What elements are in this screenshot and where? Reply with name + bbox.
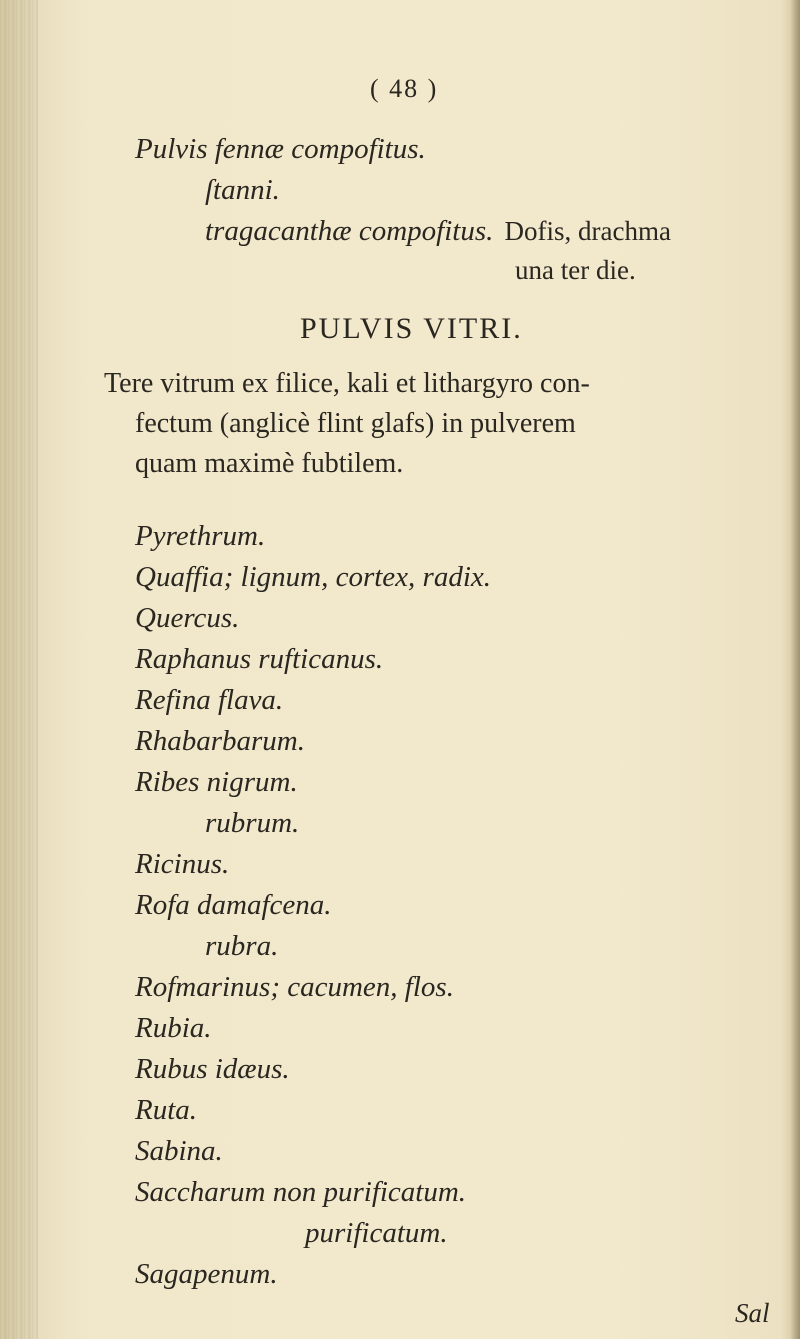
- entry-dosis-continued: una ter die.: [515, 255, 636, 285]
- list-item: Ruta.: [135, 1094, 198, 1126]
- list-item: Saccharum non purificatum.: [135, 1176, 467, 1208]
- list-item: Sabina.: [135, 1135, 223, 1167]
- list-item: Raphanus rufticanus.: [135, 643, 384, 675]
- list-item: Quercus.: [135, 602, 240, 634]
- list-item: Refina flava.: [135, 684, 284, 716]
- paragraph-line-3: quam maximè fubtilem.: [135, 448, 404, 479]
- paragraph-line-1: Tere vitrum ex filice, kali et lithargyro con-: [104, 368, 590, 399]
- page-number: ( 48 ): [370, 74, 439, 103]
- entry-pulvis-sennae: Pulvis fennæ compofitus.: [135, 133, 426, 165]
- list-item: Pyrethrum.: [135, 520, 266, 552]
- binding-gutter: [0, 0, 38, 1339]
- list-item: Rofa damafcena.: [135, 889, 332, 921]
- list-item: Rubia.: [135, 1012, 212, 1044]
- list-item: Rofmarinus; cacumen, flos.: [135, 971, 454, 1003]
- entry-dosis: Dofis, drachma: [504, 216, 671, 246]
- entry-stanni: ſtanni.: [205, 174, 280, 206]
- list-item: rubrum.: [205, 807, 300, 839]
- paragraph-line-2: fectum (anglicè flint glafs) in pulverem: [135, 408, 576, 439]
- entry-tragacanthae: [205, 217, 671, 246]
- catchword: Sal: [735, 1298, 770, 1328]
- page-edge-shadow: [790, 0, 800, 1339]
- list-item: Rhabarbarum.: [135, 725, 305, 757]
- list-item: rubra.: [205, 930, 279, 962]
- list-item: Sagapenum.: [135, 1258, 278, 1290]
- list-item: Ricinus.: [135, 848, 230, 880]
- list-item: Rubus idæus.: [135, 1053, 290, 1085]
- entry-tragacanthae-name: tragacanthæ compofitus.: [205, 215, 494, 247]
- list-item: Quaffia; lignum, cortex, radix.: [135, 561, 492, 593]
- section-heading: PULVIS VITRI.: [300, 312, 523, 345]
- list-item: purificatum.: [305, 1217, 448, 1249]
- list-item: Ribes nigrum.: [135, 766, 298, 798]
